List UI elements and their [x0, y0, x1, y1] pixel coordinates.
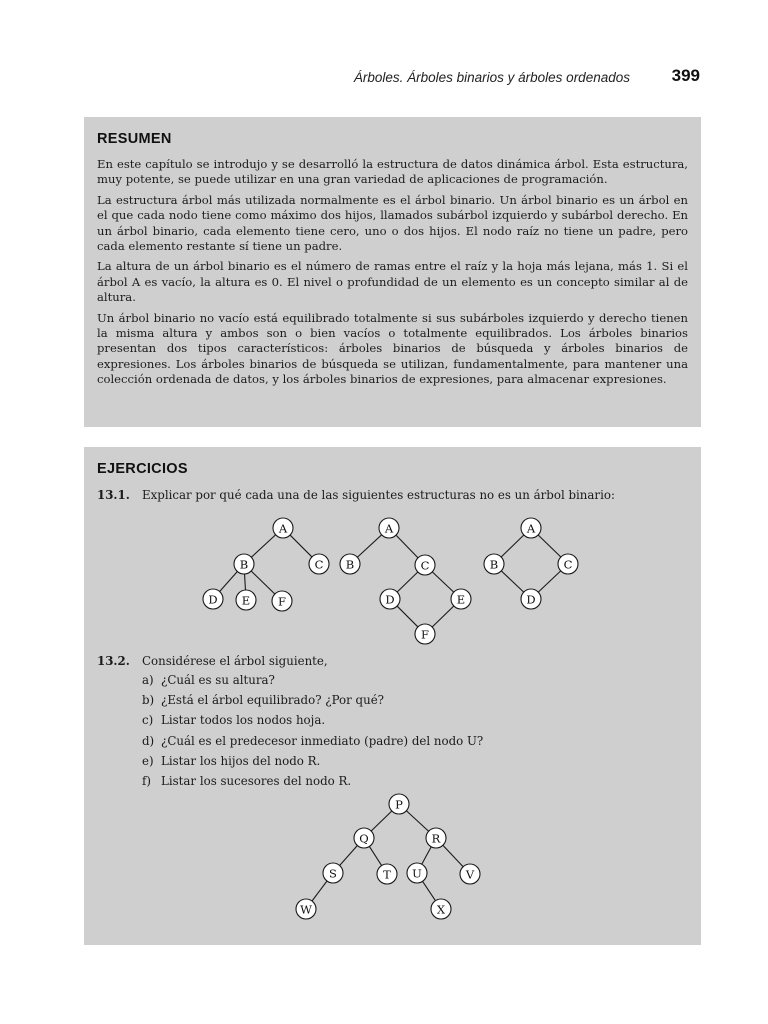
tree-1-node-label: E [241, 593, 251, 608]
question-d: d) ¿Cuál es el predecesor inmediato (padre) del nodo U? [142, 733, 484, 748]
tree-1-node-D [203, 589, 223, 609]
tree-13-2-edge-P-Q [371, 811, 392, 831]
tree-13-2-node-label: W [300, 902, 312, 917]
tree-1-edge-A-C [290, 535, 312, 557]
tree-2-node-label: A [384, 521, 394, 536]
tree-2-node-label: B [345, 557, 355, 572]
tree-13-2-node-T [377, 864, 397, 884]
tree-13-2-edge-Q-S [340, 845, 358, 865]
question-c: c) Listar todos los nodos hoja. [142, 713, 326, 728]
running-title: Árboles. Árboles binarios y árboles ordenados [353, 70, 630, 85]
resumen-heading: RESUMEN [97, 131, 172, 147]
tree-3-node-label: A [526, 521, 536, 536]
tree-13-2-edge-U-X [423, 881, 436, 900]
tree-1-edge-B-D [220, 571, 238, 591]
tree-3-node-C [558, 554, 578, 574]
tree-2-node-F [415, 624, 435, 644]
tree-3-node-A [521, 518, 541, 538]
tree-3-node-B [484, 554, 504, 574]
resumen-box [84, 117, 701, 427]
ejercicios-box [84, 447, 701, 945]
exercise-13-2-diagram [84, 793, 701, 943]
tree-1-node-F [272, 591, 292, 611]
tree-1-node-label: B [239, 557, 249, 572]
tree-2-edge-D-F [397, 606, 418, 627]
tree-2-edge-C-D [397, 572, 418, 592]
tree-13-2-node-label: Q [359, 831, 369, 846]
exercise-number: 13.2. [97, 654, 130, 668]
tree-13-2-node-label: V [465, 867, 475, 882]
resumen-paragraph-2: La estructura árbol más utilizada normalmente es el árbol binario. Un árbol binario es un árbol en el que cada nodo tiene como máximo dos hijos, llamados subárbol izquierdo y subárbol derecho. En un árbol binario, cada elemento tiene cero, uno o dos hijos. El nodo raíz no tiene un padre, pero cada elemento restante sí tiene un padre. [97, 192, 688, 254]
tree-13-2-node-label: R [431, 831, 441, 846]
exercise-13-2 [97, 653, 688, 793]
tree-13-2-node-Q [354, 828, 374, 848]
tree-13-2-node-label: X [436, 902, 446, 917]
tree-13-2-node-X [431, 899, 451, 919]
tree-2-node-E [451, 589, 471, 609]
tree-13-2-node-S [323, 863, 343, 883]
exercise-13-1 [97, 487, 688, 503]
tree-3-node-label: C [563, 557, 573, 572]
page-number: 399 [671, 66, 700, 85]
tree-13-2-edge-R-U [422, 847, 431, 864]
tree-13-2-node-V [460, 864, 480, 884]
tree-1-edge-B-F [251, 571, 275, 594]
tree-13-2-node-label: T [383, 867, 391, 882]
tree-1-node-label: F [278, 594, 286, 609]
question-b: b) ¿Está el árbol equilibrado? ¿Por qué? [142, 693, 385, 708]
question-f: f) Listar los sucesores del nodo R. [142, 773, 352, 788]
tree-13-2-node-label: P [395, 797, 403, 812]
tree-3-edge-C-D [538, 571, 560, 592]
tree-13-2-node-U [407, 863, 427, 883]
tree-1-node-A [273, 518, 293, 538]
tree-1-edge-A-B [251, 535, 275, 557]
tree-1-node-B [234, 554, 254, 574]
question-list [97, 672, 688, 789]
tree-3-edge-A-C [538, 535, 561, 557]
tree-3-edge-B-D [501, 571, 523, 592]
tree-2-node-A [379, 518, 399, 538]
tree-2-node-label: F [421, 627, 429, 642]
tree-3-node-D [521, 589, 541, 609]
tree-2-node-label: E [456, 592, 466, 607]
tree-2-node-label: C [420, 558, 430, 573]
tree-2-node-B [340, 554, 360, 574]
tree-13-2-edge-Q-T [369, 846, 381, 865]
tree-13-2-node-label: U [412, 866, 422, 881]
tree-13-2-node-P [389, 794, 409, 814]
tree-13-2-node-W [296, 899, 316, 919]
tree-13-2-edge-S-W [312, 881, 327, 901]
tree-13-2-edge-P-R [406, 811, 428, 831]
tree-13-2-node-R [426, 828, 446, 848]
resumen-paragraph-1: En este capítulo se introdujo y se desarrolló la estructura de datos dinámica árbol. Esta estructura, muy potente, se puede utilizar en una gran variedad de aplicaciones de programación. [97, 157, 688, 187]
tree-13-2-node-label: S [329, 866, 337, 881]
question-e: e) Listar los hijos del nodo R. [142, 753, 321, 768]
tree-3-edge-A-B [501, 535, 524, 557]
tree-1-node-label: D [208, 592, 218, 607]
tree-1-node-label: C [314, 557, 324, 572]
exercise-number: 13.1. [97, 488, 130, 502]
tree-1-node-C [309, 554, 329, 574]
tree-2-edge-E-F [432, 606, 454, 627]
tree-3-node-label: B [489, 557, 499, 572]
tree-1-edge-B-E [245, 574, 246, 590]
tree-1-node-label: A [278, 521, 288, 536]
tree-13-2-edge-R-V [443, 845, 463, 866]
ejercicios-heading: EJERCICIOS [97, 461, 188, 477]
exercise-prompt: Explicar por qué cada una de las siguientes estructuras no es un árbol binario: [142, 488, 615, 502]
question-a: a) ¿Cuál es su altura? [142, 673, 275, 687]
exercise-prompt: Considérese el árbol siguiente, [142, 654, 328, 668]
tree-2-node-label: D [385, 592, 395, 607]
tree-2-edge-A-C [396, 535, 418, 558]
tree-2-edge-A-B [357, 535, 381, 557]
resumen-paragraph-3: La altura de un árbol binario es el número de ramas entre el raíz y la hoja más lejana, más 1. Si el árbol A es vacío, la altura es 0. El nivel o profundidad de un elemento es un concepto similar al de altura. [97, 259, 688, 305]
exercise-13-1-diagrams [84, 515, 701, 655]
tree-3-node-label: D [526, 592, 536, 607]
tree-2-node-C [415, 555, 435, 575]
tree-2-node-D [380, 589, 400, 609]
resumen-paragraph-4: Un árbol binario no vacío está equilibrado totalmente si sus subárboles izquierdo y derecho tienen la misma altura y ambos son o bien vacíos o totalmente equilibrados. Los árboles binarios presentan dos tipos característicos: árboles binarios de búsqueda y árboles binarios de expresiones. Los árboles binarios de búsqueda se utilizan, fundamentalmente, para mantener una colección ordenada de datos, y los árboles binarios de expresiones, para almacenar expresiones. [97, 310, 688, 387]
tree-1-node-E [236, 590, 256, 610]
running-header [84, 66, 700, 90]
tree-2-edge-C-E [432, 572, 453, 592]
